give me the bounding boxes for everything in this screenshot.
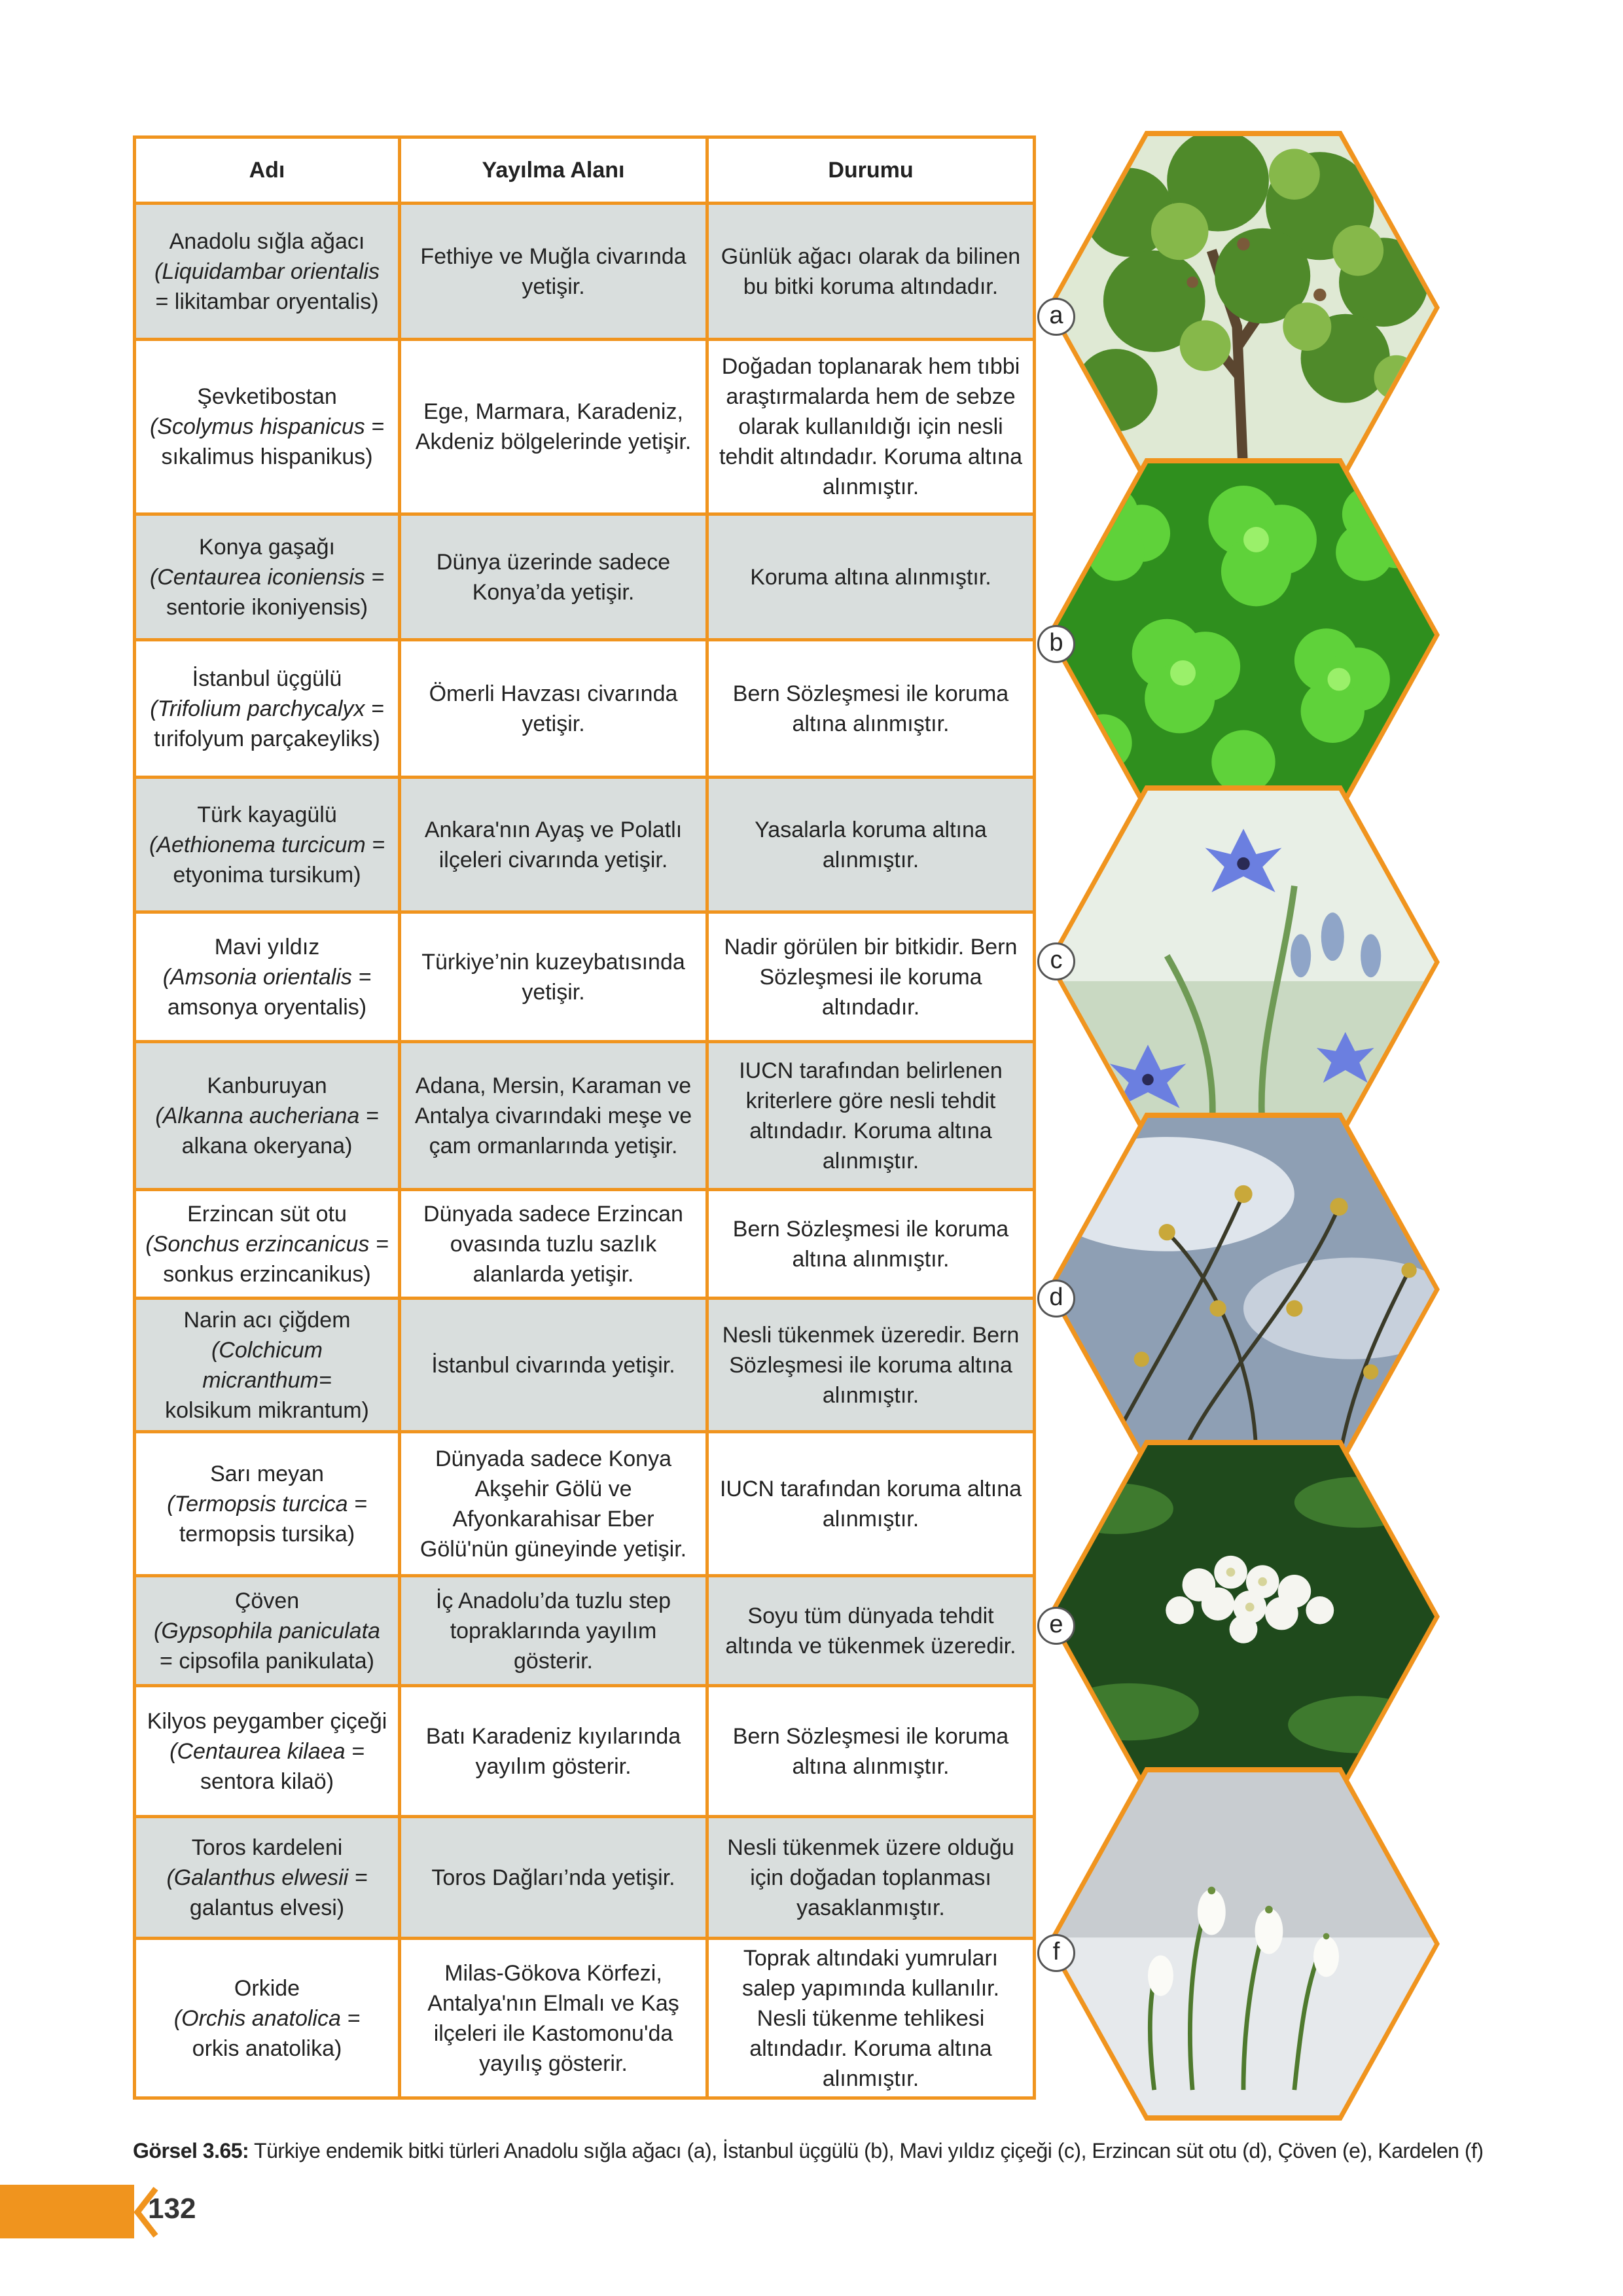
- plant-common-name: Konya gaşağı: [199, 534, 335, 560]
- table-row: [135, 640, 1035, 778]
- plant-latin-name: (Centaurea kilaea =: [169, 1738, 365, 1764]
- photo-f-label: f: [1037, 1934, 1075, 1972]
- plant-pronunciation: = cipsofila panikulata): [160, 1648, 374, 1674]
- header-area: Yayılma Alanı: [400, 137, 707, 204]
- table-row: [135, 1576, 1035, 1686]
- plant-name-cell: [135, 1576, 400, 1686]
- table-row: [135, 1432, 1035, 1576]
- plant-name-cell: [135, 912, 400, 1042]
- figure-caption-label: Görsel 3.65:: [133, 2139, 249, 2162]
- page-number: 132: [148, 2193, 196, 2225]
- status-cell: Bern Sözleşmesi ile koruma altına alınmıştır.: [707, 1190, 1035, 1299]
- table-row: [135, 1939, 1035, 2098]
- plant-name-cell: [135, 1042, 400, 1190]
- header-name: Adı: [135, 137, 400, 204]
- plant-latin-name: (Amsonia orientalis =: [162, 964, 372, 990]
- plant-name-cell: [135, 1939, 400, 2098]
- table-row: [135, 1190, 1035, 1299]
- plant-name-cell: [135, 778, 400, 912]
- distribution-cell: Ege, Marmara, Karadeniz, Akdeniz bölgelerinde yetişir.: [400, 340, 707, 514]
- plant-latin-name: (Scolymus hispanicus =: [149, 414, 385, 439]
- plant-common-name: Erzincan süt otu: [187, 1201, 347, 1227]
- plant-latin-name: (Termopsis turcica =: [167, 1491, 367, 1516]
- distribution-cell: Adana, Mersin, Karaman ve Antalya civarındaki meşe ve çam ormanlarında yetişir.: [400, 1042, 707, 1190]
- plant-pronunciation: galantus elvesi): [189, 1895, 345, 1920]
- snowdrop-photo: [1052, 1772, 1435, 2115]
- plant-common-name: Türk kayagülü: [197, 802, 337, 827]
- table-header-row: [135, 137, 1035, 204]
- status-cell: Doğadan toplanarak hem tıbbi araştırmalarda hem de sebze olarak kullanıldığı için nesli tehdit altındadır. Koruma altına alınmıştır.: [707, 340, 1035, 514]
- distribution-cell: Fethiye ve Muğla civarında yetişir.: [400, 204, 707, 340]
- status-cell: Bern Sözleşmesi ile koruma altına alınmıştır.: [707, 640, 1035, 778]
- table-row: [135, 778, 1035, 912]
- status-cell: Soyu tüm dünyada tehdit altında ve tükenmek üzeredir.: [707, 1576, 1035, 1686]
- photo-f-hexagon: [1047, 1767, 1440, 2121]
- plant-pronunciation: alkana okeryana): [181, 1133, 353, 1158]
- table-row: [135, 1817, 1035, 1939]
- plant-pronunciation: tırifolyum parçakeyliks): [154, 726, 380, 751]
- status-cell: IUCN tarafından koruma altına alınmıştır.: [707, 1432, 1035, 1576]
- plant-latin-name: (Liquidambar orientalis: [154, 259, 380, 284]
- plant-latin-name: (Alkanna aucheriana =: [155, 1103, 379, 1128]
- plant-pronunciation: termopsis tursika): [179, 1521, 355, 1547]
- plant-name-cell: [135, 1190, 400, 1299]
- plant-name-cell: [135, 1686, 400, 1817]
- plant-name-cell: [135, 1299, 400, 1432]
- photo-a-hexagon: [1047, 131, 1440, 484]
- plant-latin-name: (Centaurea iconiensis =: [149, 564, 385, 590]
- plant-latin-name: (Orchis anatolica =: [173, 2005, 361, 2031]
- distribution-cell: Dünyada sadece Konya Akşehir Gölü ve Afyonkarahisar Eber Gölü'nün güneyinde yetişir.: [400, 1432, 707, 1576]
- clover-photo: [1052, 463, 1435, 806]
- status-cell: Günlük ağacı olarak da bilinen bu bitki koruma altındadır.: [707, 204, 1035, 340]
- plant-common-name: Kilyos peygamber çiçeği: [147, 1708, 387, 1734]
- plant-name-cell: [135, 340, 400, 514]
- plant-pronunciation: etyonima tursikum): [173, 862, 361, 888]
- photo-e-label: e: [1037, 1607, 1075, 1645]
- table-row: [135, 204, 1035, 340]
- table-row: [135, 912, 1035, 1042]
- plant-pronunciation: kolsikum mikrantum): [165, 1397, 369, 1423]
- distribution-cell: Dünya üzerinde sadece Konya’da yetişir.: [400, 514, 707, 640]
- photo-d-hexagon: [1047, 1113, 1440, 1466]
- plant-pronunciation: sonkus erzincanikus): [163, 1261, 371, 1287]
- plant-pronunciation: sıkalimus hispanikus): [161, 444, 373, 469]
- plant-common-name: Anadolu sığla ağacı: [169, 228, 365, 254]
- photo-b-label: b: [1037, 625, 1075, 663]
- status-cell: Toprak altındaki yumruları salep yapımında kullanılır. Nesli tükenme tehlikesi altındadır. Koruma altına alınmıştır.: [707, 1939, 1035, 2098]
- plant-pronunciation: orkis anatolika): [192, 2036, 342, 2061]
- plant-latin-name: (Colchicum micranthum=: [202, 1337, 332, 1393]
- plant-name-cell: [135, 1432, 400, 1576]
- distribution-cell: Dünyada sadece Erzincan ovasında tuzlu sazlık alanlarda yetişir.: [400, 1190, 707, 1299]
- plant-name-cell: [135, 640, 400, 778]
- plant-latin-name: (Sonchus erzincanicus =: [145, 1231, 389, 1257]
- footer-accent-band: [0, 2185, 134, 2238]
- header-status: Durumu: [707, 137, 1035, 204]
- plant-common-name: Şevketibostan: [197, 384, 337, 409]
- white-gypsophila-photo: [1052, 1445, 1435, 1788]
- distribution-cell: Türkiye’nin kuzeybatısında yetişir.: [400, 912, 707, 1042]
- photo-b-hexagon: [1047, 458, 1440, 812]
- distribution-cell: İstanbul civarında yetişir.: [400, 1299, 707, 1432]
- table-row: [135, 1686, 1035, 1817]
- figure-caption: [133, 2139, 1573, 2163]
- plant-latin-name: (Galanthus elwesii =: [166, 1865, 368, 1890]
- blue-star-flower-photo: [1052, 791, 1435, 1134]
- plant-name-cell: [135, 514, 400, 640]
- distribution-cell: Ömerli Havzası civarında yetişir.: [400, 640, 707, 778]
- plant-common-name: Narin acı çiğdem: [183, 1307, 351, 1333]
- plant-common-name: Orkide: [234, 1975, 300, 2001]
- table-row: [135, 1299, 1035, 1432]
- status-cell: Koruma altına alınmıştır.: [707, 514, 1035, 640]
- status-cell: Nesli tükenmek üzeredir. Bern Sözleşmesi ile koruma altına alınmıştır.: [707, 1299, 1035, 1432]
- photo-a-label: a: [1037, 298, 1075, 336]
- photo-e-hexagon: [1047, 1440, 1440, 1793]
- plant-common-name: Kanburuyan: [207, 1073, 327, 1098]
- plant-common-name: İstanbul üçgülü: [192, 666, 342, 691]
- distribution-cell: Batı Karadeniz kıyılarında yayılım gösterir.: [400, 1686, 707, 1817]
- plant-pronunciation: amsonya oryentalis): [167, 994, 367, 1020]
- photo-d-label: d: [1037, 1280, 1075, 1318]
- plant-pronunciation: sentora kilaö): [200, 1768, 334, 1794]
- distribution-cell: Toros Dağları’nda yetişir.: [400, 1817, 707, 1939]
- distribution-cell: İç Anadolu’da tuzlu step topraklarında yayılım gösterir.: [400, 1576, 707, 1686]
- milk-thistle-photo: [1052, 1118, 1435, 1461]
- plant-pronunciation: sentorie ikoniyensis): [166, 594, 368, 620]
- plant-latin-name: (Trifolium parchycalyx =: [150, 696, 384, 721]
- table-row: [135, 1042, 1035, 1190]
- plant-latin-name: (Aethionema turcicum =: [149, 832, 385, 857]
- table-row: [135, 340, 1035, 514]
- plant-pronunciation: = likitambar oryentalis): [155, 289, 379, 314]
- plant-name-cell: [135, 1817, 400, 1939]
- distribution-cell: Milas-Gökova Körfezi, Antalya'nın Elmalı ve Kaş ilçeleri ile Kastomonu'da yayılış gösterir.: [400, 1939, 707, 2098]
- table-row: [135, 514, 1035, 640]
- plant-common-name: Sarı meyan: [210, 1461, 324, 1486]
- photo-c-label: c: [1037, 942, 1075, 980]
- status-cell: Bern Sözleşmesi ile koruma altına alınmıştır.: [707, 1686, 1035, 1817]
- endemic-plants-table: [133, 135, 1036, 2100]
- status-cell: Nesli tükenmek üzere olduğu için doğadan toplanması yasaklanmıştır.: [707, 1817, 1035, 1939]
- plant-latin-name: (Gypsophila paniculata: [154, 1618, 380, 1643]
- plant-name-cell: [135, 204, 400, 340]
- status-cell: IUCN tarafından belirlenen kriterlere göre nesli tehdit altındadır. Koruma altına alınmıştır.: [707, 1042, 1035, 1190]
- plant-common-name: Çöven: [234, 1588, 300, 1613]
- plant-common-name: Mavi yıldız: [214, 934, 320, 960]
- distribution-cell: Ankara'nın Ayaş ve Polatlı ilçeleri civarında yetişir.: [400, 778, 707, 912]
- plant-common-name: Toros kardeleni: [191, 1835, 343, 1860]
- sweetgum-tree-photo: [1052, 136, 1435, 479]
- photo-c-hexagon: [1047, 785, 1440, 1139]
- status-cell: Yasalarla koruma altına alınmıştır.: [707, 778, 1035, 912]
- figure-caption-text: Türkiye endemik bitki türleri Anadolu sığla ağacı (a), İstanbul üçgülü (b), Mavi yıldız çiçeği (c), Erzincan süt otu (d), Çöven (e), Kardelen (f): [254, 2139, 1484, 2162]
- status-cell: Nadir görülen bir bitkidir. Bern Sözleşmesi ile koruma altındadır.: [707, 912, 1035, 1042]
